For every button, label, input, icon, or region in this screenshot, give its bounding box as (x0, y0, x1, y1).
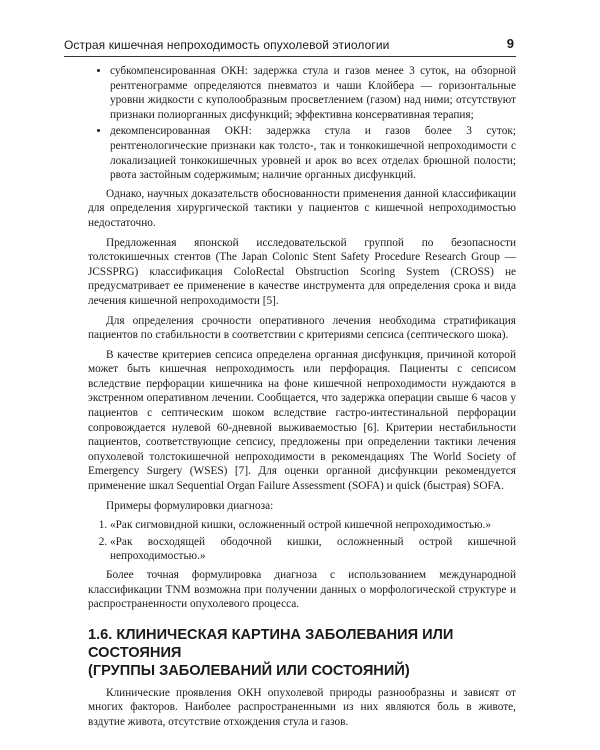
ocn-classification-list (88, 64, 516, 183)
paragraph: Более точная формулировка диагноза с использованием международной классификации TNM возможна при получении данных о морфологической структуре и распространенности опухолевого процесса. (88, 569, 516, 611)
page-body (88, 64, 516, 735)
section-heading-line: 1.6. КЛИНИЧЕСКАЯ КАРТИНА ЗАБОЛЕВАНИЯ ИЛИ СОСТОЯНИЯ (88, 626, 454, 661)
page-number: 9 (506, 36, 514, 51)
paragraph: Клинические проявления ОКН опухолевой природы разнообразны и зависят от многих факторов. Наиболее распространенными из них являются боль в животе, вздутие живота, отсутствие отхождения стула и газов. (88, 686, 516, 728)
diagnosis-examples-list (88, 518, 516, 564)
paragraph: Предложенная японской исследовательской группой по безопасности толстокишечных стентов (The Japan Colonic Stent Safety Procedure Research Group — JCSSPRG) классификация ColoRectal Obstruction Scoring System (CROSS) не предусматривает ее применение в качестве инструмента для определения срока и вида лечения кишечной непроходимости [5]. (88, 236, 516, 307)
header-divider (64, 56, 516, 57)
list-item: 1. «Рак сигмовидной кишки, осложненный острой кишечной непроходимостью.» (110, 518, 516, 533)
paragraph: В качестве критериев сепсиса определена органная дисфункция, причиной которой может быть кишечная непроходимость или перфорация. Пациенты с сепсисом вследствие перфорации кишечника на фоне кишечной непроходимости нуждаются в экстренном оперативном лечении. Сообщается, что задержка операции свыше 6 часов у пациентов с септическим шоком вследствие гастро-интестинальной перфорации сопровождается нулевой 60-дневной выживаемостью [6]. Критерии нестабильности пациентов, соответствующие сепсису, предложены при определении тактики лечения опухолевой толстокишечной непроходимости в рекомендациях The World Society of Emergency Surgery (WSES) [7]. Для оценки органной дисфункции рекомендуется применение шкал Sequential Organ Failure Assessment (SOFA) и quick (быстрая) SOFA. (88, 348, 516, 493)
running-header: Острая кишечная непроходимость опухолевой этиологии (64, 38, 390, 52)
list-item: • декомпенсированная ОКН: задержка стула и газов более 3 суток; рентгенологические признаки как толсто-, так и тонкокишечной непроходимости с локализацией тонкокишечных уровней и арок во всех отделах брюшной полости; рвота застойным содержимым; наличие органных дисфункций. (110, 124, 516, 182)
list-item: • субкомпенсированная ОКН: задержка стула и газов менее 3 суток, на обзорной рентгенограмме определяются пневматоз и чаши Клойбера — горизонтальные уровни жидкости с куполообразным просветлением (газом) над ними; отсутствуют признаки полиорганных дисфункций; эффективна консервативная терапия; (110, 64, 516, 122)
list-item: 2. «Рак восходящей ободочной кишки, осложненный острой кишечной непроходимостью.» (110, 535, 516, 564)
section-heading (88, 626, 516, 680)
section-heading-line: (ГРУППЫ ЗАБОЛЕВАНИЙ ИЛИ СОСТОЯНИЙ) (88, 662, 410, 679)
paragraph: Примеры формулировки диагноза: (106, 499, 274, 512)
paragraph: Для определения срочности оперативного лечения необходима стратификация пациентов по стабильности в соответствии с критериями сепсиса (септического шока). (88, 314, 516, 342)
paragraph: Однако, научных доказательств обоснованности применения данной классификации для определения хирургической тактики у пациентов с кишечной непроходимостью недостаточно. (88, 187, 516, 229)
